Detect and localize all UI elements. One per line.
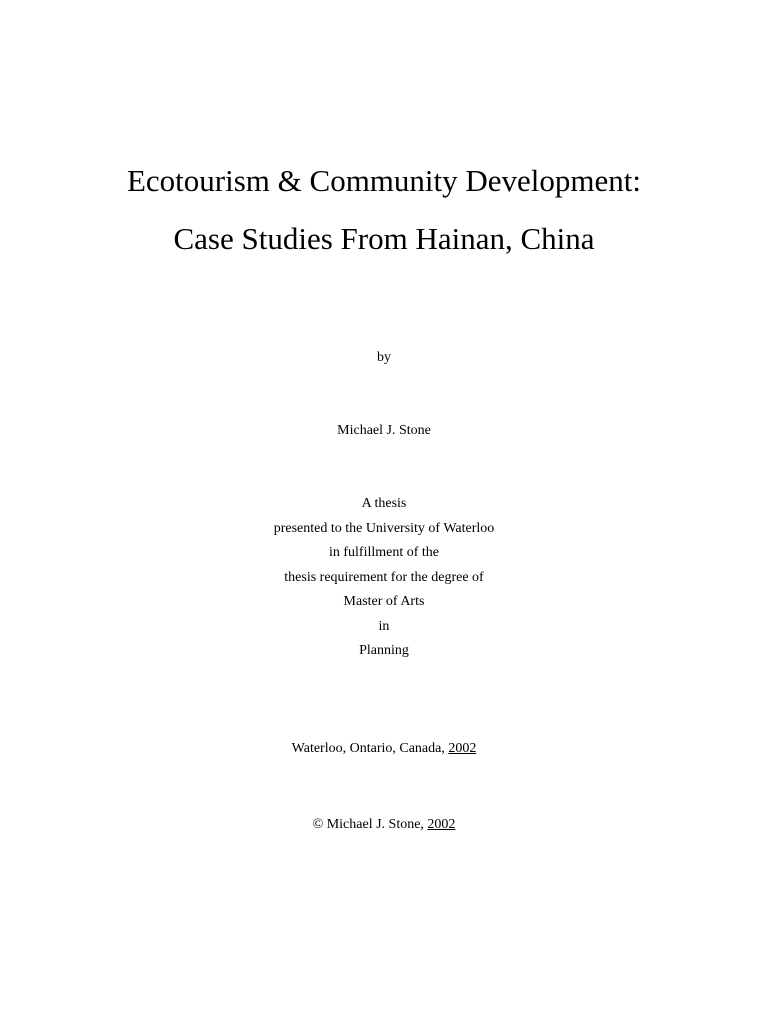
- thesis-line-5: Master of Arts: [343, 594, 425, 609]
- copyright-year: 2002: [427, 817, 456, 832]
- thesis-line-7: Planning: [359, 643, 409, 658]
- thesis-line-3: in fulfillment of the: [328, 545, 440, 560]
- copyright-holder: © Michael J. Stone,: [312, 817, 428, 832]
- thesis-line-4: thesis requirement for the degree of: [284, 570, 484, 585]
- title-line-2: Case Studies From Hainan, China: [173, 221, 595, 256]
- place-text: Waterloo, Ontario, Canada,: [291, 741, 449, 756]
- thesis-line-2: presented to the University of Waterloo: [273, 521, 495, 536]
- thesis-line-6: in: [378, 619, 390, 634]
- title-line-1: Ecotourism & Community Development:: [126, 163, 642, 198]
- author-name: Michael J. Stone: [337, 423, 431, 438]
- by-label: by: [377, 350, 391, 365]
- copyright-line: [0, 816, 768, 834]
- thesis-line-1: A thesis: [361, 496, 407, 511]
- place-year: 2002: [448, 741, 477, 756]
- place-date-line: [0, 740, 768, 758]
